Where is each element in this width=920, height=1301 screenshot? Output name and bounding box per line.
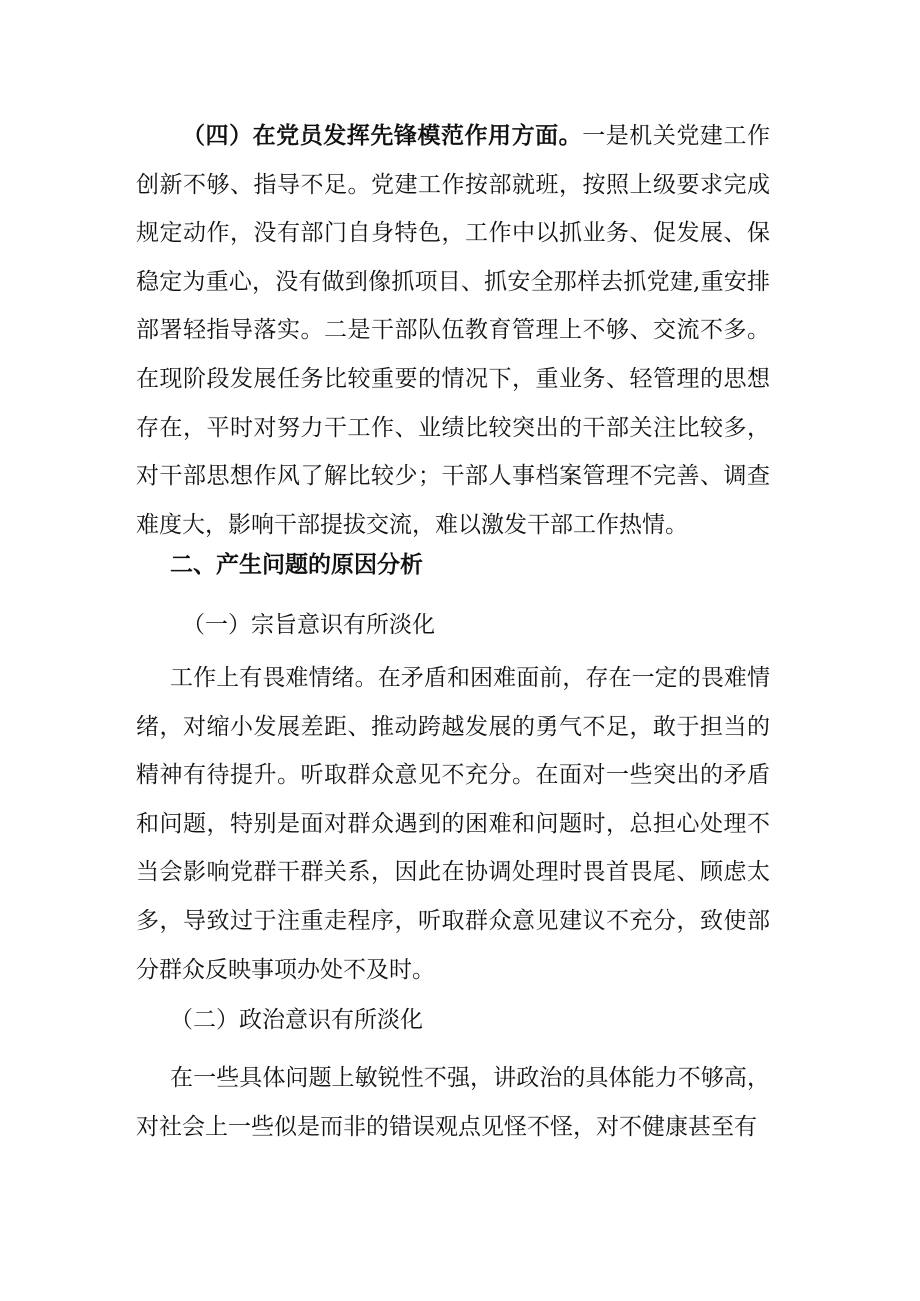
- subsection-body-2: 在一些具体问题上敏锐性不强，讲政治的具体能力不够高，对社会上一些似是而非的错误观点见怪不怪，对不健康甚至有: [136, 1065, 770, 1140]
- paragraph-body: 一是机关党建工作创新不够、指导不足。党建工作按部就班，按照上级要求完成规定动作，没有部门自身特色，工作中以抓业务、促发展、保稳定为重心，没有做到像抓项目、抓安全那样去抓党建,重安排部署轻指导落实。二是干部队伍教育管理上不够、交流不多。在现阶段发展任务比较重要的情况下，重业务、轻管理的思想存在，平时对努力干工作、业绩比较突出的干部关注比较多，对干部思想作风了解比较少；干部人事档案管理不完善、调查难度大，影响干部提拔交流，难以激发干部工作热情。: [136, 123, 771, 538]
- subsection-title-2: （二）政治意识有所淡化: [170, 1007, 423, 1033]
- paragraph-lead: （四）在党员发挥先锋模范作用方面。: [182, 122, 583, 149]
- section-heading: 二、产生问题的原因分析: [170, 551, 423, 578]
- paragraph-party-members: [136, 112, 770, 549]
- subsection-body-1: 工作上有畏难情绪。在矛盾和困难面前，存在一定的畏难情绪，对缩小发展差距、推动跨越发展的勇气不足，敢于担当的精神有待提升。听取群众意见不充分。在面对一些突出的矛盾和问题，特别是面对群众遇到的困难和问题时，总担心处理不当会影响党群干群关系，因此在协调处理时畏首畏尾、顾虑太多，导致过于注重走程序，听取群众意见建议不充分，致使部分群众反映事项办处不及时。: [136, 665, 770, 983]
- subsection-title-1: （一）宗旨意识有所淡化: [182, 612, 435, 638]
